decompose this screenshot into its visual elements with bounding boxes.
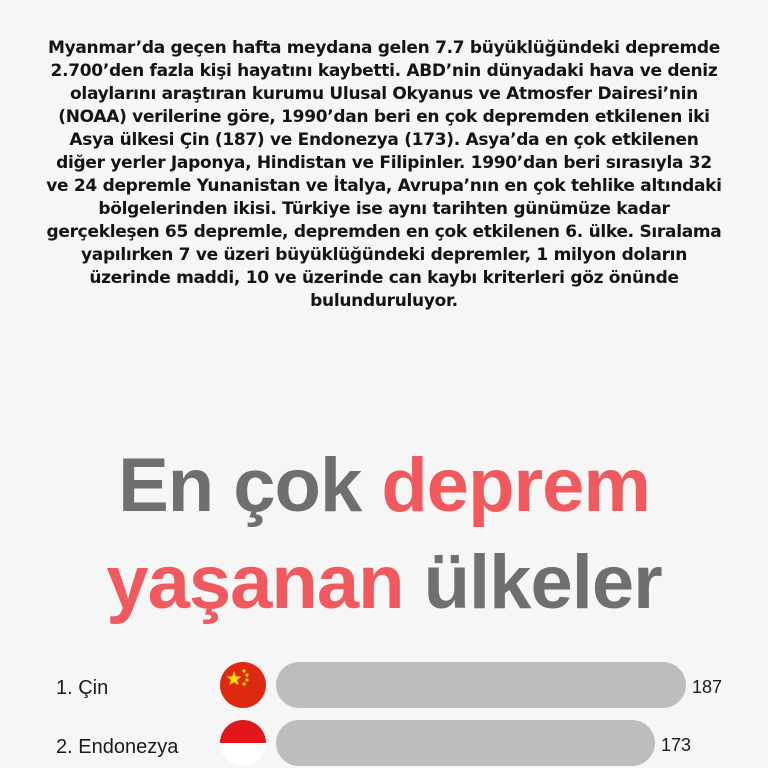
bar-value: 187: [692, 677, 723, 697]
bar-label: 2. Endonezya: [56, 736, 179, 758]
bar-row-indonesia: [0, 720, 768, 768]
headline-word-yasanan: yaşanan: [106, 540, 404, 625]
indonesia-flag-icon: [220, 720, 266, 766]
intro-paragraph: Myanmar’da geçen hafta meydana gelen 7.7 büyüklüğündeki depremde 2.700’den fazla kişi hayatını kaybetti. ABD’nin dünyadaki hava ve deniz olaylarını araştıran kurumu Ulusal Okyanus ve Atmosfer Dairesi’nin (NOAA) verilerine göre, 1990’dan beri en çok depremden etkilenen iki Asya ülkesi Çin (187) ve Endonezya (173). Asya’da en çok etkilenen diğer yerler Japonya, Hindistan ve Filipinler. 1990’dan beri sırasıyla 32 ve 24 depremle Yunanistan ve İtalya, Avrupa’nın en çok tehlike altındaki bölgelerinden ikisi. Türkiye ise aynı tarihten günümüze kadar gerçekleşen 65 depremle, depremden en çok etkilenen 6. ülke. Sıralama yapılırken 7 ve üzeri büyüklüğündeki depremler, 1 milyon doların üzerinde maddi, 10 ve üzerinde can kaybı kriterleri göz önünde bulunduruluyor.: [46, 38, 722, 311]
headline-word-deprem: deprem: [381, 443, 650, 528]
headline-line-1: [0, 443, 768, 528]
headline-word-ulkeler: ülkeler: [403, 540, 662, 625]
china-flag-icon: [220, 662, 266, 708]
bar-china: [276, 662, 686, 708]
bar-label: 1. Çin: [56, 677, 109, 699]
bar-value: 173: [661, 735, 692, 755]
bar-indonesia: [276, 720, 655, 766]
headline-line-2: [0, 540, 768, 625]
bar-row-china: [0, 662, 768, 710]
headline-word-en-cok: En çok: [118, 443, 382, 528]
